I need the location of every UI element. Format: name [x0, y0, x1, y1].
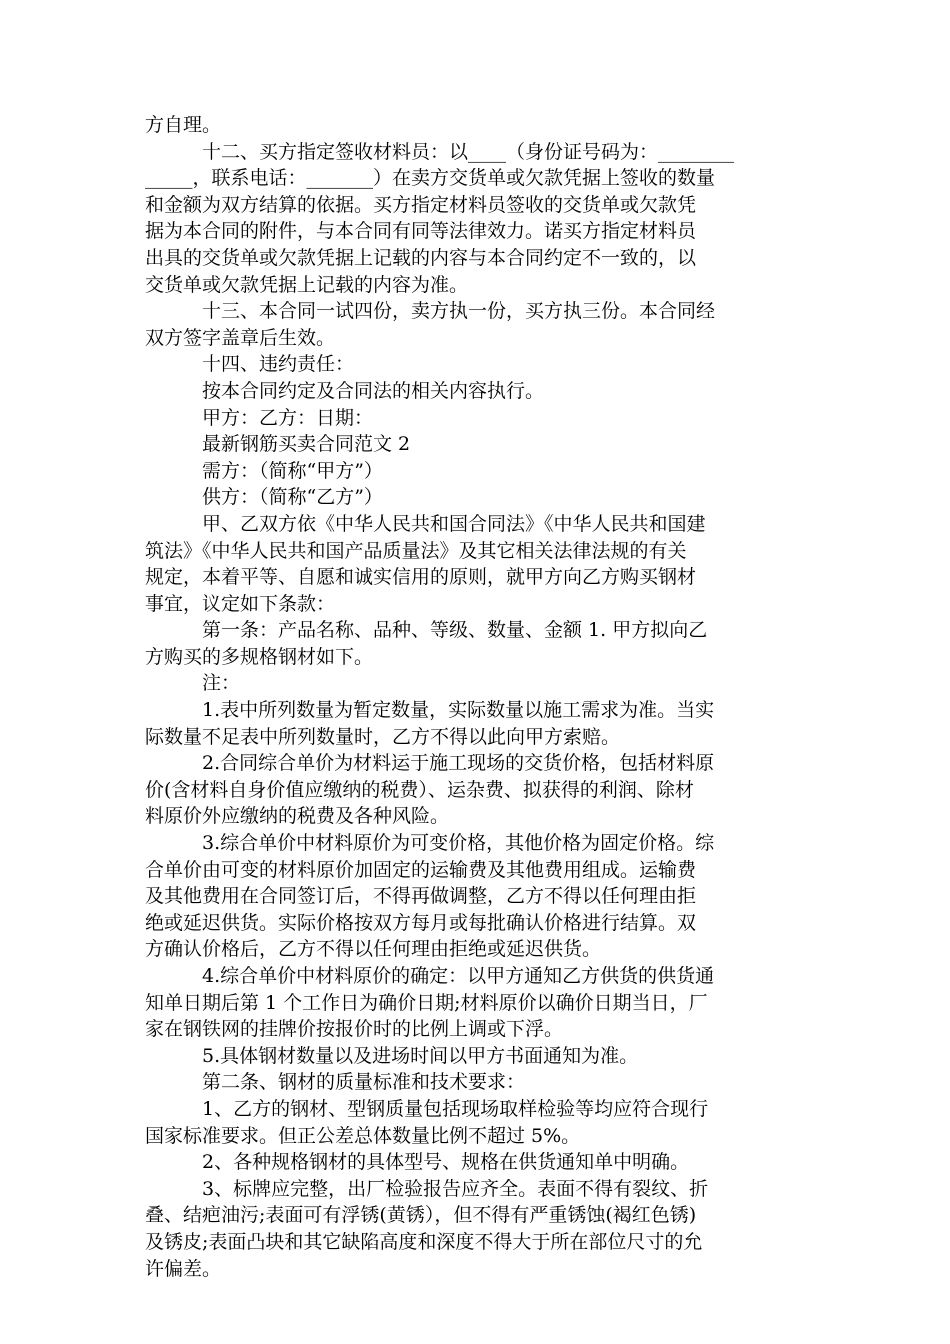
text-line: 双方签字盖章后生效。 — [145, 326, 336, 349]
text-line: 规定，本着平等、自愿和诚实信用的原则，就甲方向乙方购买钢材 — [145, 566, 697, 589]
text-line: 知单日期后第 1 个工作日为确价日期;材料原价以确价日期当日，厂 — [145, 991, 708, 1014]
text-line: 方确认价格后，乙方不得以任何理由拒绝或延迟供货。 — [145, 938, 602, 961]
text-line: 需方：（简称“甲方”） — [202, 459, 383, 482]
text-line: 及锈皮;表面凸块和其它缺陷高度和深度不得大于所在部位尺寸的允 — [145, 1230, 703, 1253]
text-line: 方购买的多规格钢材如下。 — [145, 645, 374, 668]
text-line: 按本合同约定及合同法的相关内容执行。 — [202, 379, 545, 402]
text-line: 第一条：产品名称、品种、等级、数量、金额 1. 甲方拟向乙 — [202, 619, 708, 642]
text-line: 料原价外应缴纳的税费及各种风险。 — [145, 805, 450, 828]
document-body — [145, 112, 810, 1282]
text-line: 十二、买方指定签收材料员：以____（身份证号码为：________ — [202, 140, 735, 163]
text-line: 2、各种规格钢材的具体型号、规格在供货通知单中明确。 — [202, 1151, 690, 1174]
text-line: 甲方：乙方：日期： — [202, 406, 374, 429]
text-line: 据为本合同的附件，与本合同有同等法律效力。诺买方指定材料员 — [145, 220, 697, 243]
text-line: 供方：（简称“乙方”） — [202, 486, 383, 509]
text-line: 十三、本合同一试四份，卖方执一份，买方执三份。本合同经 — [202, 300, 716, 323]
text-line: 叠、结疤油污;表面可有浮锈(黄锈），但不得有严重锈蚀(褐红色锈) — [145, 1204, 697, 1227]
text-line: 1.表中所列数量为暂定数量，实际数量以施工需求为准。当实 — [202, 699, 715, 722]
text-line: 价(含材料自身价值应缴纳的税费）、运杂费、拟获得的利润、除材 — [145, 778, 694, 801]
text-line: 3、标牌应完整，出厂检验报告应齐全。表面不得有裂纹、折 — [202, 1177, 709, 1200]
text-line: 国家标准要求。但正公差总体数量比例不超过 5%。 — [145, 1124, 581, 1147]
text-line: 绝或延迟供货。实际价格按双方每月或每批确认价格进行结算。双 — [145, 911, 697, 934]
text-line: 家在钢铁网的挂牌价按报价时的比例上调或下浮。 — [145, 1018, 564, 1041]
text-line: 出具的交货单或欠款凭据上记载的内容与本合同约定不一致的，以 — [145, 246, 697, 269]
text-line: 4.综合单价中材料原价的确定：以甲方通知乙方供货的供货通 — [202, 965, 715, 987]
text-line: 5.具体钢材数量以及进场时间以甲方书面通知为准。 — [202, 1044, 639, 1067]
text-line: _____，联系电话：_______）在卖方交货单或欠款凭据上签收的数量 — [145, 167, 716, 190]
text-line: 交货单或欠款凭据上记载的内容为准。 — [145, 273, 469, 296]
text-line: 最新钢筋买卖合同范文 2 — [202, 433, 411, 456]
text-line: 3.综合单价中材料原价为可变价格，其他价格为固定价格。综 — [202, 832, 715, 855]
text-line: 1、乙方的钢材、型钢质量包括现场取样检验等均应符合现行 — [202, 1097, 709, 1120]
text-line: 十四、违约责任： — [202, 353, 355, 376]
text-line: 筑法》《中华人民共和国产品质量法》及其它相关法律法规的有关 — [145, 539, 687, 562]
text-line: 际数量不足表中所列数量时，乙方不得以此向甲方索赔。 — [145, 725, 621, 748]
text-line: 2.合同综合单价为材料运于施工现场的交货价格，包括材料原 — [202, 752, 715, 775]
text-line: 第二条、钢材的质量标准和技术要求： — [202, 1071, 526, 1094]
text-line: 及其他费用在合同签订后，不得再做调整，乙方不得以任何理由拒 — [145, 885, 697, 908]
text-line: 注： — [202, 672, 241, 695]
text-line: 甲、乙双方依《中华人民共和国合同法》《中华人民共和国建 — [202, 512, 706, 535]
text-line: 事宜，议定如下条款： — [145, 592, 336, 615]
text-line: 许偏差。 — [145, 1257, 222, 1280]
text-line: 合单价由可变的材料原价加固定的运输费及其他费用组成。运输费 — [145, 858, 697, 881]
text-line: 方自理。 — [145, 114, 222, 136]
text-line: 和金额为双方结算的依据。买方指定材料员签收的交货单或欠款凭 — [145, 193, 697, 216]
